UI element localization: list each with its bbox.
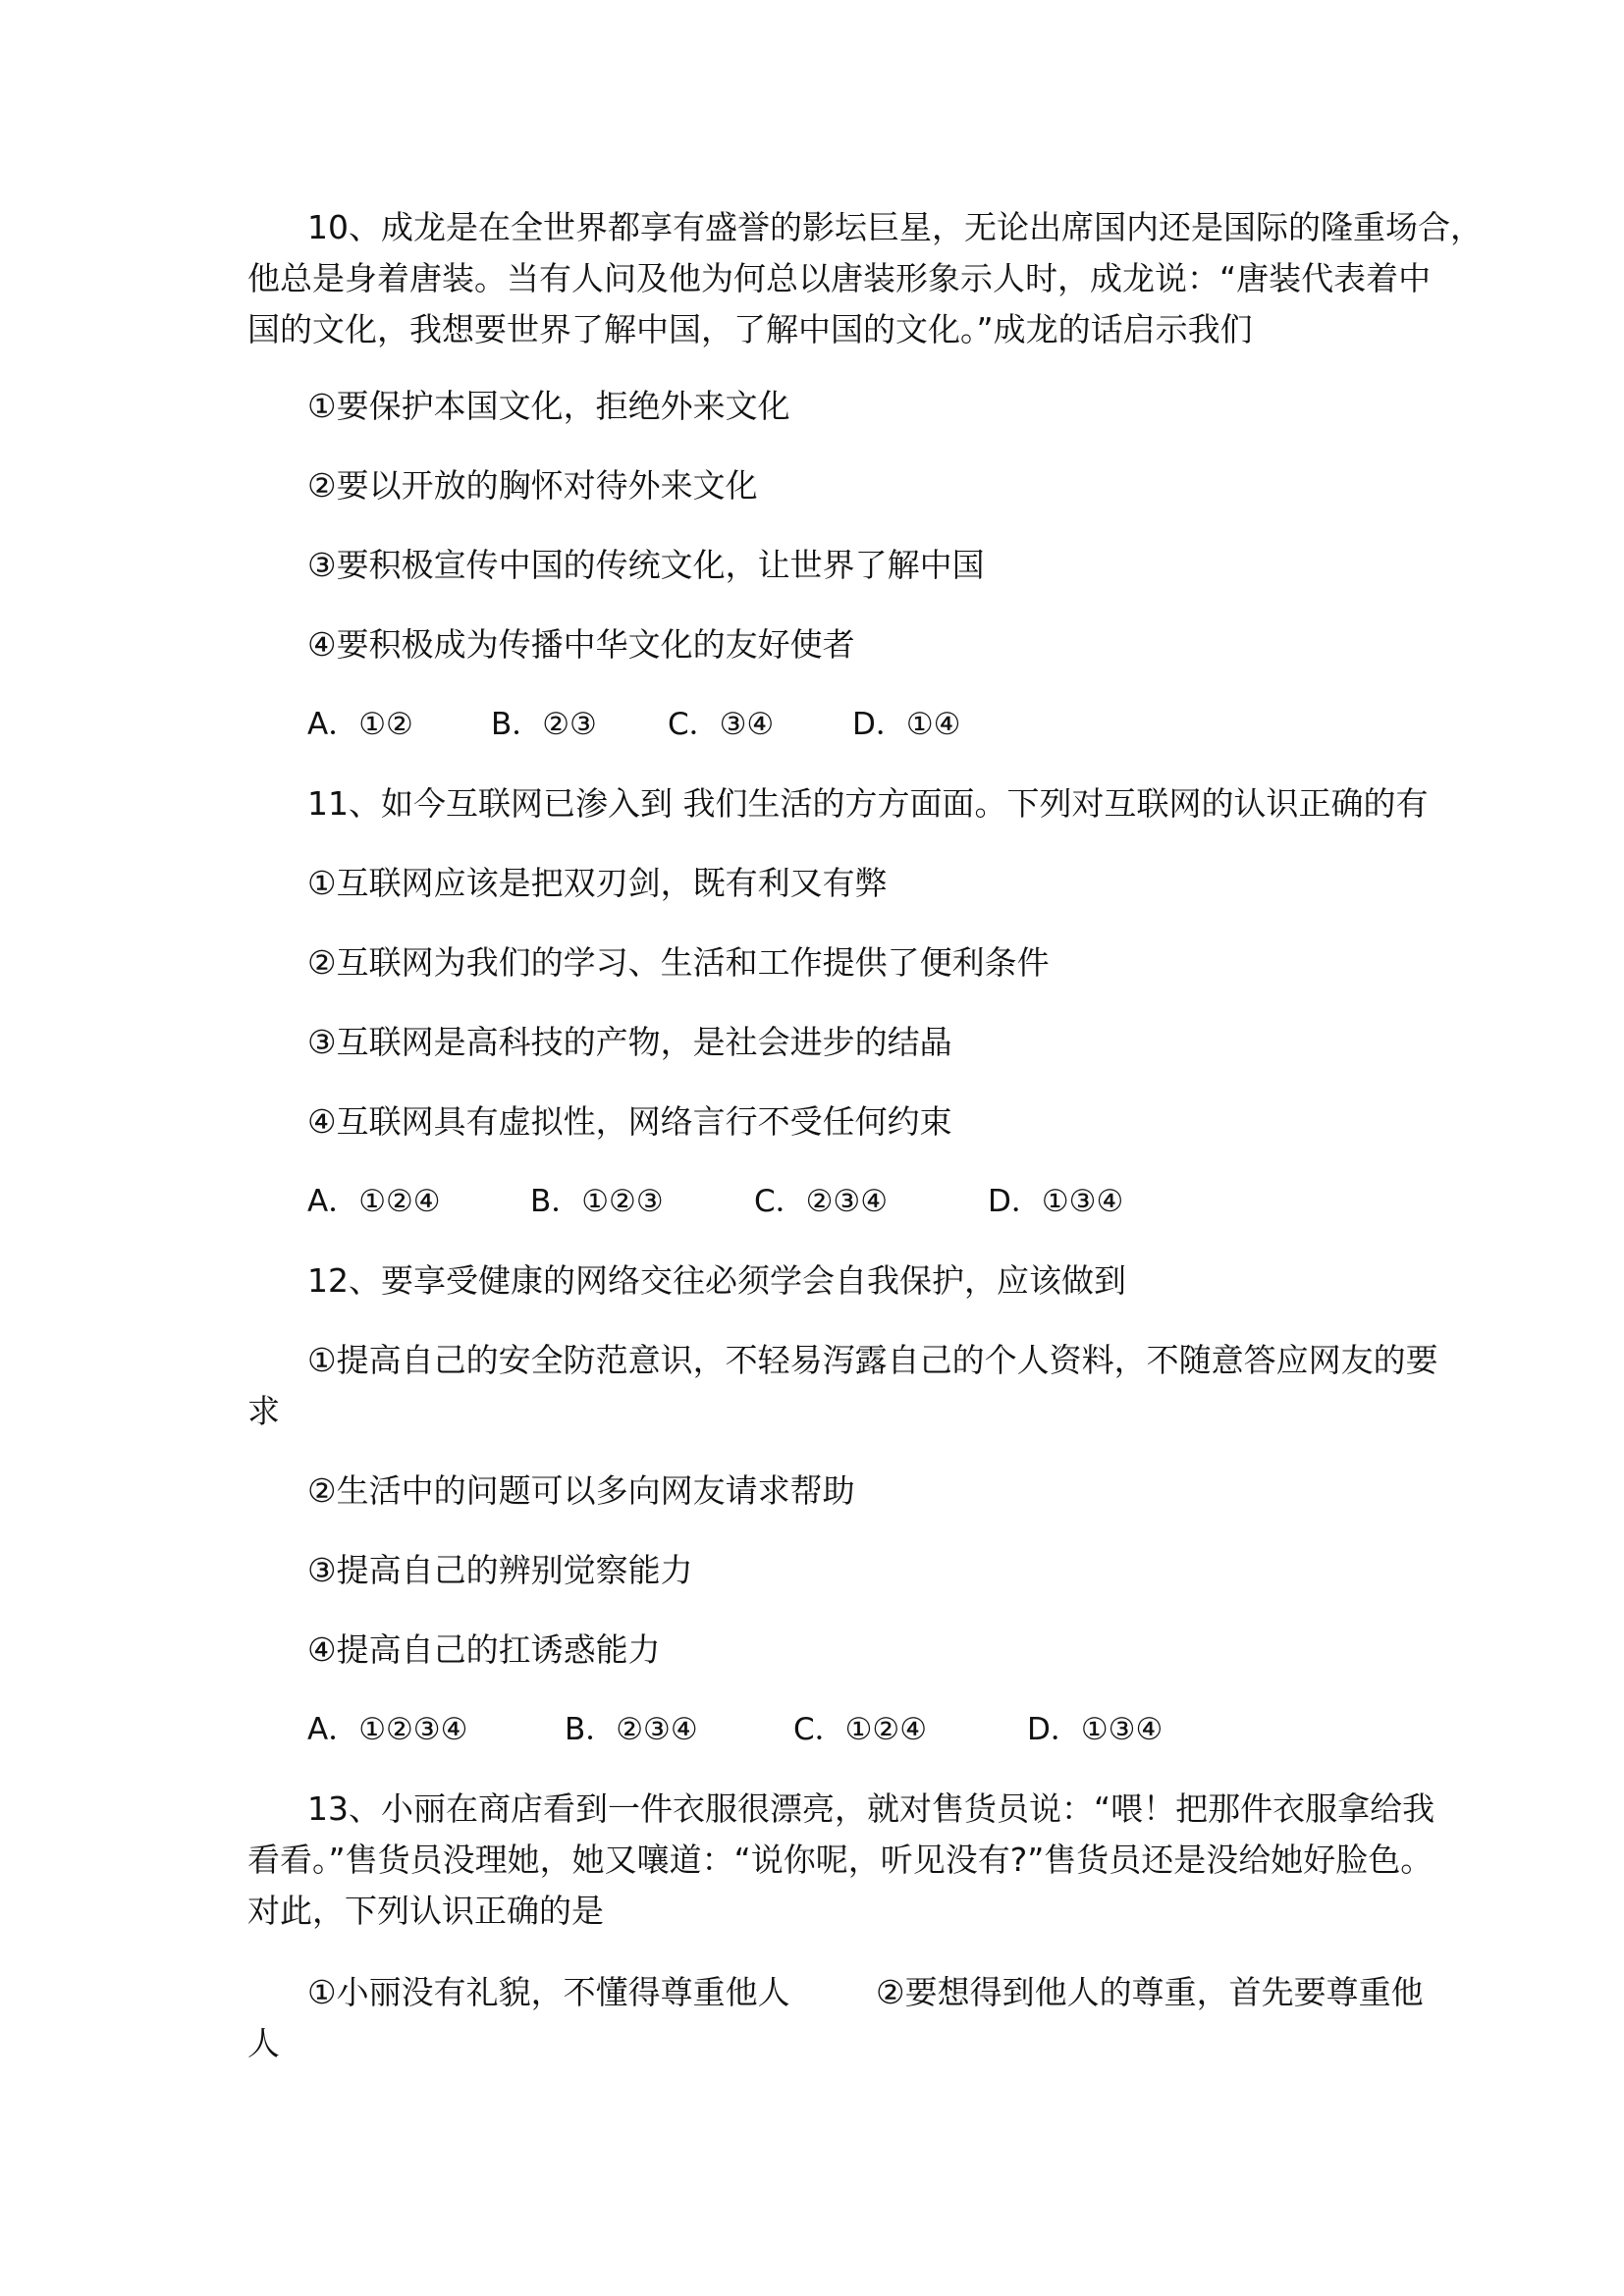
q12-choice-d: D．①③④ — [1027, 1712, 1164, 1747]
q13-item-1: ①小丽没有礼貌，不懂得尊重他人 — [307, 1973, 790, 2011]
q10-item-4: ④要积极成为传播中华文化的友好使者 — [307, 625, 855, 664]
q13-item-2: ②要想得到他人的尊重，首先要尊重他 — [876, 1973, 1424, 2011]
q11-item-1: ①互联网应该是把双刃剑，既有利又有弊 — [307, 864, 888, 902]
q10-choice-b: B．②③ — [491, 707, 597, 742]
q12-item-4: ④提高自己的扛诱惑能力 — [307, 1630, 661, 1669]
q10-choice-c: C．③④ — [668, 707, 775, 742]
q13-item-2-continuation: 人 — [247, 2024, 280, 2062]
q12-choice-a: A．①②③④ — [307, 1712, 468, 1747]
q13-stem-line-3: 对此，下列认识正确的是 — [247, 1892, 604, 1930]
q10-stem-line-1: 10、成龙是在全世界都享有盛誉的影坛巨星，无论出席国内还是国际的隆重场合， — [307, 208, 1483, 246]
q13-stem-line-1: 13、小丽在商店看到一件衣服很漂亮，就对售货员说：“喂！把那件衣服拿给我 — [307, 1789, 1435, 1828]
q11-item-4: ④互联网具有虚拟性，网络言行不受任何约束 — [307, 1102, 952, 1141]
q11-item-2: ②互联网为我们的学习、生活和工作提供了便利条件 — [307, 943, 1050, 982]
q12-item-2: ②生活中的问题可以多向网友请求帮助 — [307, 1471, 855, 1510]
q12-choice-b: B．②③④ — [565, 1712, 698, 1747]
q12-stem-line-1: 12、要享受健康的网络交往必须学会自我保护，应该做到 — [307, 1261, 1126, 1300]
q11-item-3: ③互联网是高科技的产物，是社会进步的结晶 — [307, 1023, 952, 1061]
q12-item-1-continuation: 求 — [247, 1392, 280, 1430]
q12-choice-c: C．①②④ — [793, 1712, 928, 1747]
q10-item-3: ③要积极宣传中国的传统文化，让世界了解中国 — [307, 546, 985, 584]
q10-item-1: ①要保护本国文化，拒绝外来文化 — [307, 387, 790, 425]
q12-item-3: ③提高自己的辨别觉察能力 — [307, 1551, 693, 1589]
q10-choice-d: D．①④ — [852, 707, 961, 742]
q11-choice-c: C．②③④ — [754, 1184, 889, 1219]
q10-stem-line-3: 国的文化，我想要世界了解中国，了解中国的文化。”成龙的话启示我们 — [247, 310, 1253, 348]
q10-item-2: ②要以开放的胸怀对待外来文化 — [307, 466, 758, 505]
q11-choice-d: D．①③④ — [988, 1184, 1124, 1219]
q11-choice-b: B．①②③ — [530, 1184, 664, 1219]
q13-stem-line-2: 看看。”售货员没理她，她又嚷道：“说你呢，听见没有?”售货员还是没给她好脸色。 — [247, 1841, 1434, 1879]
q11-stem-line-1: 11、如今互联网已渗入到 我们生活的方方面面。下列对互联网的认识正确的有 — [307, 784, 1429, 823]
q10-choice-a: A．①② — [307, 707, 413, 742]
q11-choice-a: A．①②④ — [307, 1184, 441, 1219]
q12-item-1: ①提高自己的安全防范意识，不轻易泻露自己的个人资料，不随意答应网友的要 — [307, 1341, 1438, 1379]
q10-stem-line-2: 他总是身着唐装。当有人问及他为何总以唐装形象示人时，成龙说：“唐装代表着中 — [247, 259, 1432, 297]
